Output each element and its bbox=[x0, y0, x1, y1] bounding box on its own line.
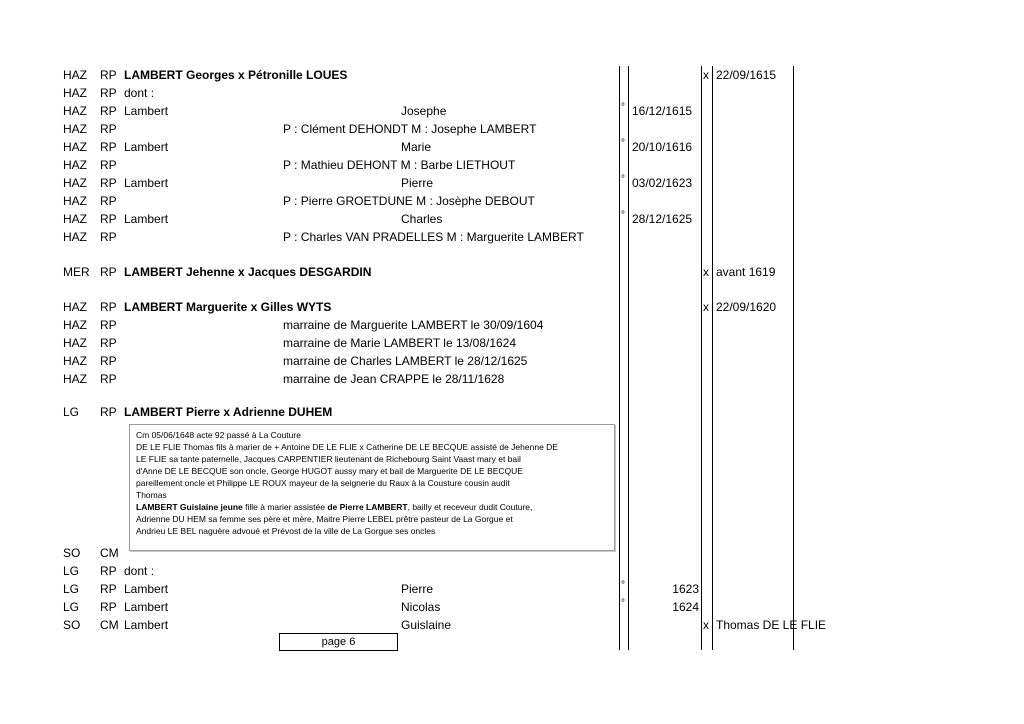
table-row bbox=[0, 316, 1024, 334]
spouse-name: Thomas DE LE FLIE bbox=[716, 618, 827, 632]
godmother-note: marraine de Marguerite LAMBERT le 30/09/1604 bbox=[283, 318, 544, 332]
location-code: LG bbox=[63, 582, 80, 596]
table-row bbox=[0, 616, 1024, 634]
table-row bbox=[0, 120, 1024, 138]
page-number: page 6 bbox=[279, 633, 398, 651]
table-row bbox=[0, 298, 1024, 316]
location-code: HAZ bbox=[63, 176, 87, 190]
table-row bbox=[0, 598, 1024, 616]
table-row bbox=[0, 156, 1024, 174]
godparents: P : Pierre GROETDUNE M : Josèphe DEBOUT bbox=[283, 194, 535, 208]
given-name: Pierre bbox=[401, 582, 434, 596]
godmother-note: marraine de Charles LAMBERT le 28/12/1625 bbox=[283, 354, 528, 368]
location-code: HAZ bbox=[63, 300, 87, 314]
location-code: HAZ bbox=[63, 336, 87, 350]
birth-mark: ° bbox=[621, 102, 625, 113]
source-code: CM bbox=[100, 546, 119, 560]
location-code: HAZ bbox=[63, 194, 87, 208]
location-code: HAZ bbox=[63, 318, 87, 332]
source-code: RP bbox=[100, 140, 117, 154]
location-code: HAZ bbox=[63, 158, 87, 172]
table-row bbox=[0, 263, 1024, 281]
source-code: RP bbox=[100, 372, 117, 386]
source-code: RP bbox=[100, 104, 117, 118]
comment-line: d'Anne DE LE BECQUE son oncle, George HUGOT aussy mary et bail de Marguerite DE LE BECQUE bbox=[136, 466, 523, 476]
source-code: RP bbox=[100, 68, 117, 82]
table-row bbox=[0, 580, 1024, 598]
comment-line: Cm 05/06/1648 acte 92 passé à La Couture bbox=[136, 430, 301, 440]
given-name: Guislaine bbox=[401, 618, 452, 632]
surname: Lambert bbox=[124, 618, 169, 632]
godparents: P : Mathieu DEHONT M : Barbe LIETHOUT bbox=[283, 158, 516, 172]
comment-text: fille à marier assistée bbox=[242, 502, 328, 512]
table-row bbox=[0, 352, 1024, 370]
location-code: SO bbox=[63, 618, 81, 632]
table-row bbox=[0, 84, 1024, 102]
marriage-mark: x bbox=[703, 618, 709, 632]
location-code: HAZ bbox=[63, 104, 87, 118]
couple-name: LAMBERT Jehenne x Jacques DESGARDIN bbox=[124, 265, 372, 279]
given-name: Charles bbox=[401, 212, 443, 226]
birth-mark: ° bbox=[621, 138, 625, 149]
source-code: RP bbox=[100, 86, 117, 100]
table-row bbox=[0, 562, 1024, 580]
marriage-mark: x bbox=[703, 68, 709, 82]
table-row bbox=[0, 192, 1024, 210]
location-code: HAZ bbox=[63, 140, 87, 154]
table-row bbox=[0, 102, 1024, 120]
source-code: RP bbox=[100, 158, 117, 172]
given-name: Josephe bbox=[401, 104, 447, 118]
comment-line: pareillement oncle et Philippe LE ROUX mayeur de la seignerie du Raux à la Cousture cousin audit bbox=[136, 478, 510, 488]
couple-name: LAMBERT Georges x Pétronille LOUES bbox=[124, 68, 348, 82]
table-row bbox=[0, 544, 1024, 562]
surname: Lambert bbox=[124, 212, 169, 226]
surname: Lambert bbox=[124, 104, 169, 118]
source-code: RP bbox=[100, 564, 117, 578]
location-code: HAZ bbox=[63, 230, 87, 244]
comment-line: LE FLIE sa tante paternelle, Jacques CARPENTIER lieutenant de Richebourg Saint Vaast mary et bail bbox=[136, 454, 521, 464]
bride-name: LAMBERT Guislaine jeune bbox=[136, 502, 243, 512]
birth-year: 1624 bbox=[672, 600, 699, 614]
given-name: Nicolas bbox=[401, 600, 441, 614]
location-code: HAZ bbox=[63, 354, 87, 368]
comment-line bbox=[136, 501, 608, 513]
location-code: HAZ bbox=[63, 86, 87, 100]
table-row bbox=[0, 334, 1024, 352]
source-code: RP bbox=[100, 300, 117, 314]
comment-line: DE LE FLIE Thomas fils à marier de + Antoine DE LE FLIE x Catherine DE LE BECQUE assisté de Jehenne DE bbox=[136, 442, 558, 452]
source-code: RP bbox=[100, 582, 117, 596]
entry-text: dont : bbox=[124, 86, 155, 100]
marriage-mark: x bbox=[703, 300, 709, 314]
source-code: RP bbox=[100, 600, 117, 614]
comment-line: Adrienne DU HEM sa femme ses père et mère, Maitre Pierre LEBEL prêtre pasteur de La Gorgue et bbox=[136, 514, 513, 524]
comment-line: Thomas bbox=[136, 490, 167, 500]
birth-mark: ° bbox=[621, 174, 625, 185]
birth-date: 28/12/1625 bbox=[632, 212, 693, 226]
table-row bbox=[0, 66, 1024, 84]
birth-date: 03/02/1623 bbox=[632, 176, 693, 190]
location-code: HAZ bbox=[63, 68, 87, 82]
given-name: Pierre bbox=[401, 176, 434, 190]
source-code: RP bbox=[100, 230, 117, 244]
table-row bbox=[0, 403, 1024, 421]
location-code: MER bbox=[63, 265, 90, 279]
location-code: LG bbox=[63, 600, 80, 614]
table-row bbox=[0, 174, 1024, 192]
location-code: HAZ bbox=[63, 372, 87, 386]
location-code: LG bbox=[63, 564, 80, 578]
source-code: RP bbox=[100, 122, 117, 136]
source-code: RP bbox=[100, 176, 117, 190]
comment-text: , bailly et receveur dudit Couture, bbox=[407, 502, 533, 512]
godparents: P : Charles VAN PRADELLES M : Marguerite LAMBERT bbox=[283, 230, 584, 244]
couple-name: LAMBERT Marguerite x Gilles WYTS bbox=[124, 300, 332, 314]
table-row bbox=[0, 138, 1024, 156]
marriage-date: avant 1619 bbox=[716, 265, 776, 279]
location-code: HAZ bbox=[63, 212, 87, 226]
source-code: RP bbox=[100, 336, 117, 350]
godmother-note: marraine de Marie LAMBERT le 13/08/1624 bbox=[283, 336, 517, 350]
surname: Lambert bbox=[124, 600, 169, 614]
couple-name: LAMBERT Pierre x Adrienne DUHEM bbox=[124, 405, 333, 419]
table-row bbox=[0, 210, 1024, 228]
birth-mark: ° bbox=[621, 210, 625, 221]
birth-date: 20/10/1616 bbox=[632, 140, 693, 154]
source-code: CM bbox=[100, 618, 119, 632]
source-code: RP bbox=[100, 212, 117, 226]
source-code: RP bbox=[100, 318, 117, 332]
birth-mark: ° bbox=[621, 598, 625, 609]
father-name: de Pierre LAMBERT bbox=[327, 502, 408, 512]
comment-box bbox=[129, 424, 615, 551]
godparents: P : Clément DEHONDT M : Josephe LAMBERT bbox=[283, 122, 537, 136]
godmother-note: marraine de Jean CRAPPE le 28/11/1628 bbox=[283, 372, 505, 386]
surname: Lambert bbox=[124, 140, 169, 154]
table-row bbox=[0, 228, 1024, 246]
entry-text: dont : bbox=[124, 564, 155, 578]
source-code: RP bbox=[100, 194, 117, 208]
marriage-date: 22/09/1620 bbox=[716, 300, 777, 314]
marriage-date: 22/09/1615 bbox=[716, 68, 777, 82]
surname: Lambert bbox=[124, 176, 169, 190]
birth-year: 1623 bbox=[672, 582, 699, 596]
given-name: Marie bbox=[401, 140, 432, 154]
location-code: HAZ bbox=[63, 122, 87, 136]
table-row bbox=[0, 370, 1024, 388]
location-code: SO bbox=[63, 546, 81, 560]
source-code: RP bbox=[100, 405, 117, 419]
surname: Lambert bbox=[124, 582, 169, 596]
birth-date: 16/12/1615 bbox=[632, 104, 693, 118]
source-code: RP bbox=[100, 265, 117, 279]
comment-line: Andrieu LE BEL naguère advoué et Prévost de la ville de La Gorgue ses oncles bbox=[136, 526, 436, 536]
birth-mark: ° bbox=[621, 580, 625, 591]
location-code: LG bbox=[63, 405, 80, 419]
source-code: RP bbox=[100, 354, 117, 368]
marriage-mark: x bbox=[703, 265, 709, 279]
